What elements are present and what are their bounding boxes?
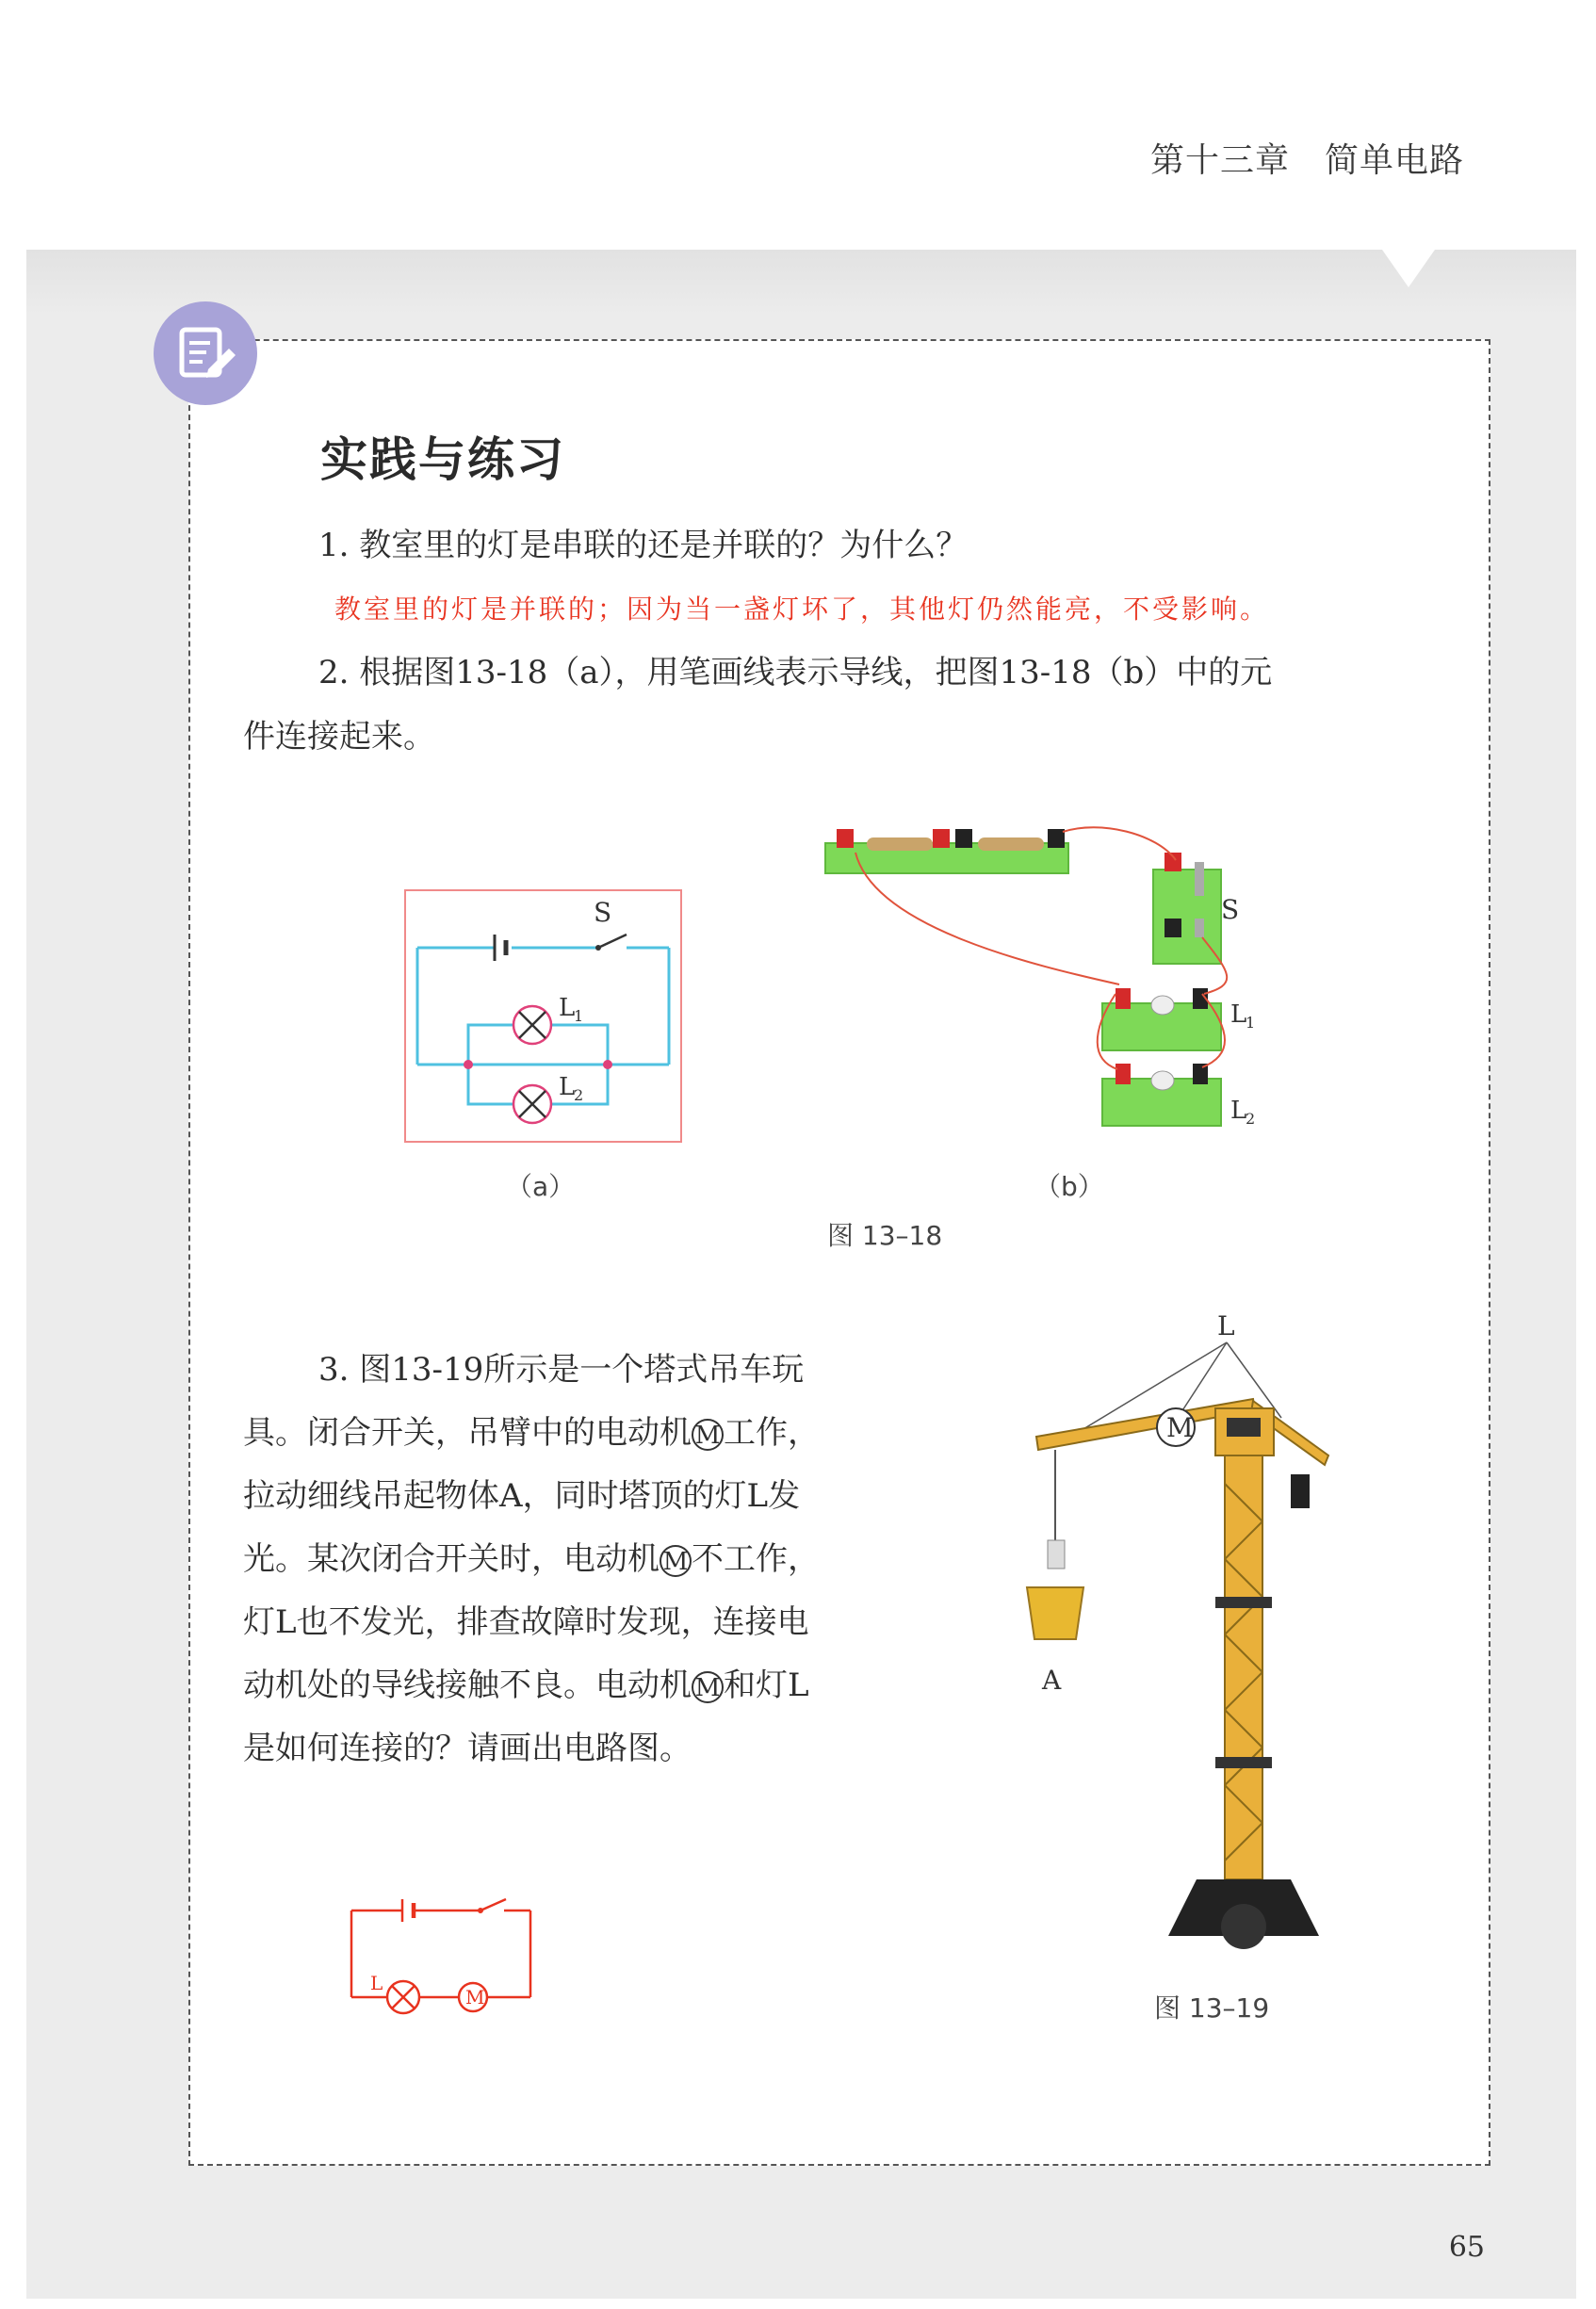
question-3-line-5: 灯L也不发光，排查故障时发现，连接电 [243, 1603, 809, 1641]
figure-13-19-caption: 图 13–19 [1154, 1992, 1270, 2024]
label-m: M [1166, 1412, 1194, 1443]
lamp-l2-board [1102, 1064, 1221, 1126]
page-number: 65 [1448, 2231, 1485, 2264]
q3-text: 具。闭合开关，吊臂中的电动机 [243, 1414, 692, 1452]
figure-13-19-tower-crane [1018, 1314, 1338, 1974]
panel-top-fade [26, 250, 1576, 316]
crane-cab [1215, 1408, 1274, 1455]
lamp-l1-symbol [513, 1006, 551, 1044]
lamp-l2-symbol [513, 1085, 551, 1123]
practice-badge [154, 301, 257, 405]
q3-text: 光。某次闭合开关时，电动机 [243, 1540, 660, 1578]
question-2-line-2: 件连接起来。 [243, 718, 435, 756]
motor-symbol: M [692, 1671, 724, 1703]
chapter-header: 第十三章 简单电路 [1149, 141, 1464, 180]
question-3-line-1: 3. 图13-19所示是一个塔式吊车玩 [318, 1351, 805, 1389]
question-3-line-3: 拉动细线吊起物体A，同时塔顶的灯L发 [243, 1477, 801, 1515]
label-l2-sub: 2 [1246, 1110, 1256, 1128]
answer-circuit-drawing [344, 1884, 542, 2016]
label-l1: L [1230, 1000, 1247, 1029]
question-3-line-7: 是如何连接的？请画出电路图。 [243, 1730, 692, 1767]
label-l1-sub: 1 [1246, 1014, 1256, 1032]
question-3-line-2 [243, 1401, 820, 1465]
figure-13-18b-label: （b） [1034, 1171, 1104, 1202]
panel-notch [1382, 250, 1435, 287]
answer-label-m: M [465, 1986, 485, 2008]
battery-symbol [495, 935, 506, 961]
section-title: 实践与练习 [320, 431, 565, 487]
question-3-line-4 [243, 1527, 820, 1591]
figure-13-18b-components [818, 824, 1261, 1145]
label-l2: L [559, 1073, 576, 1101]
label-l: L [1217, 1314, 1235, 1341]
label-l1-sub: 1 [574, 1007, 584, 1025]
switch-symbol [595, 935, 627, 951]
label-s: S [1221, 894, 1240, 925]
q3-text: 不工作， [692, 1540, 820, 1578]
crane-tower [1215, 1455, 1272, 1879]
q3-text: 工作， [724, 1414, 820, 1452]
q3-text: 和灯L [724, 1667, 809, 1704]
label-s: S [594, 897, 612, 928]
motor-symbol: M [660, 1545, 692, 1577]
figure-13-18-caption: 图 13–18 [827, 1220, 943, 1251]
label-l1: L [559, 994, 576, 1022]
crane-base [1168, 1879, 1319, 1949]
answer-label-l: L [370, 1972, 383, 1994]
crane-hook [1048, 1540, 1065, 1569]
notebook-pencil-icon [154, 301, 257, 405]
object-a-bucket [1027, 1587, 1083, 1639]
question-1-answer: 教室里的灯是并联的；因为当一盏灯坏了，其他灯仍然能亮，不受影响。 [334, 594, 1270, 625]
q3-text: 动机处的导线接触不良。电动机 [243, 1667, 692, 1704]
label-l2-sub: 2 [574, 1086, 584, 1104]
lamp-l1-board [1102, 988, 1221, 1050]
figure-13-18a-label: （a） [506, 1171, 576, 1202]
question-1: 1. 教室里的灯是串联的还是并联的？为什么？ [318, 527, 969, 564]
question-2-line-1: 2. 根据图13-18（a），用笔画线表示导线，把图13-18（b）中的元 [318, 654, 1273, 691]
question-3-line-6 [243, 1653, 809, 1717]
label-a: A [1042, 1665, 1062, 1696]
motor-symbol: M [692, 1419, 724, 1451]
label-l2: L [1230, 1097, 1247, 1125]
figure-13-18a-circuit [400, 886, 688, 1145]
